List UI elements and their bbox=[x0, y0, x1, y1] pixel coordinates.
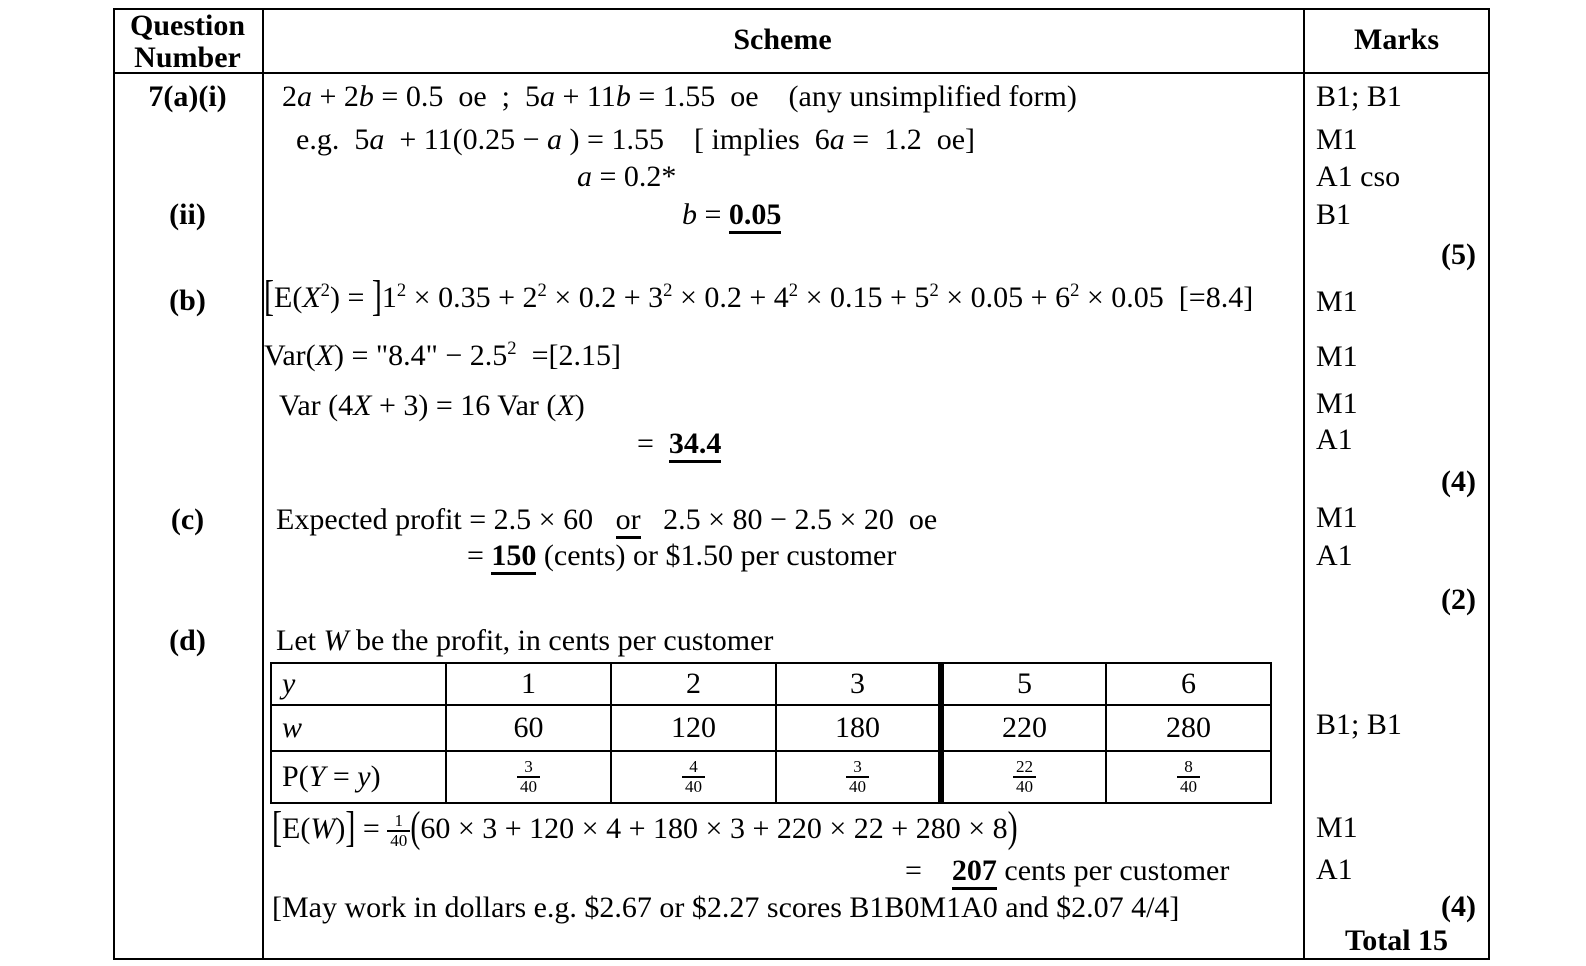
header-question-number-line2: Number bbox=[134, 41, 241, 74]
mark-d-2: M1 bbox=[1316, 811, 1358, 844]
cell-p-6: $\frac{8}{40}$ bbox=[1106, 751, 1271, 803]
scheme-line-d2: = 207 cents per customer bbox=[905, 852, 1229, 890]
mark-question-total: Total 15 bbox=[1344, 924, 1449, 957]
table-row-w bbox=[271, 705, 1271, 751]
column-divider-question-scheme bbox=[262, 8, 264, 960]
scheme-line-d3: [May work in dollars e.g. $2.67 or $2.27 scores B1B0M1A0 and $2.07 4/4] bbox=[272, 891, 1180, 924]
scheme-line-a1: 2a + 2b = 0.5 oe ; 5a + 11b = 1.55 oe (any unsimplified form) bbox=[282, 80, 1077, 113]
scheme-line-d1: [E(W)] = $\frac{1}{40}$ (60 × 3 + 120 × 4 + 180 × 3 + 220 × 22 + 280 × 8) bbox=[272, 803, 1018, 852]
cell-w-5: 220 bbox=[941, 705, 1106, 751]
scheme-line-d-intro: Let W be the profit, in cents per customer bbox=[276, 624, 774, 657]
cell-y-1: 1 bbox=[446, 663, 611, 705]
probability-table bbox=[270, 662, 1272, 804]
mark-c-total: (2) bbox=[1441, 583, 1476, 616]
mark-b-3: M1 bbox=[1316, 387, 1358, 420]
mark-c-1: M1 bbox=[1316, 501, 1358, 534]
question-label-b: (b) bbox=[169, 284, 206, 317]
question-label-d: (d) bbox=[169, 624, 206, 657]
mark-d-3: A1 bbox=[1316, 853, 1353, 886]
mark-b-2: M1 bbox=[1316, 340, 1358, 373]
header-question-number-line1: Question bbox=[129, 9, 246, 42]
mark-b-4: A1 bbox=[1316, 423, 1353, 456]
mark-d-1: B1; B1 bbox=[1316, 708, 1402, 741]
mark-a-1: B1; B1 bbox=[1316, 80, 1402, 113]
cell-p-label: P(Y = y) bbox=[271, 751, 446, 803]
cell-p-2: $\frac{4}{40}$ bbox=[611, 751, 776, 803]
cell-y-6: 6 bbox=[1106, 663, 1271, 705]
cell-w-3: 180 bbox=[776, 705, 941, 751]
scheme-line-aii: b = 0.05 bbox=[682, 196, 781, 234]
cell-w-6: 280 bbox=[1106, 705, 1271, 751]
mark-c-2: A1 bbox=[1316, 539, 1353, 572]
question-label-7ai: 7(a)(i) bbox=[148, 80, 227, 113]
mark-b-total: (4) bbox=[1441, 465, 1476, 498]
cell-p-5: $\frac{22}{40}$ bbox=[941, 751, 1106, 803]
cell-p-3: $\frac{3}{40}$ bbox=[776, 751, 941, 803]
mark-d-total: (4) bbox=[1441, 890, 1476, 923]
scheme-line-b1: $[E(X^2) = ]1^2 \times 0.35 + 2^2 \times 0.2 + 3^2 \times 0.2 + 4^2 \times 0.15 + 5^2 \times 0.05 + 6^2 \times 0.05$ [=8.4] bbox=[264, 272, 1254, 321]
scheme-line-b4: = 34.4 bbox=[637, 425, 721, 463]
table-row-y bbox=[271, 663, 1271, 705]
header-marks: Marks bbox=[1354, 23, 1439, 56]
cell-y-3: 3 bbox=[776, 663, 941, 705]
scheme-line-c2: = 150 (cents) or $1.50 per customer bbox=[467, 537, 896, 575]
cell-p-1: $\frac{3}{40}$ bbox=[446, 751, 611, 803]
header-scheme: Scheme bbox=[733, 23, 832, 56]
mark-a-4: B1 bbox=[1316, 198, 1352, 231]
table-row-p bbox=[271, 751, 1271, 803]
scheme-line-b3: Var (4X + 3) = 16 Var (X) bbox=[279, 389, 585, 422]
cell-y-2: 2 bbox=[611, 663, 776, 705]
cell-w-1: 60 bbox=[446, 705, 611, 751]
mark-b-1: M1 bbox=[1316, 285, 1358, 318]
mark-a-total: (5) bbox=[1441, 238, 1476, 271]
mark-a-2: M1 bbox=[1316, 123, 1358, 156]
cell-w-2: 120 bbox=[611, 705, 776, 751]
scheme-line-c1: Expected profit = 2.5 × 60 or 2.5 × 80 − 2.5 × 20 oe bbox=[276, 501, 937, 539]
scheme-line-b2: Var(X) = "8.4" − $2.5^2 =[2.15]$ bbox=[264, 338, 621, 372]
question-label-ii: (ii) bbox=[169, 198, 206, 231]
cell-y-label: y bbox=[271, 663, 446, 705]
cell-y-5: 5 bbox=[941, 663, 1106, 705]
cell-w-label: w bbox=[271, 705, 446, 751]
mark-a-3: A1 cso bbox=[1316, 160, 1401, 193]
scheme-line-a2: e.g. 5a + 11(0.25 − a ) = 1.55 [ implies 6a = 1.2 oe] bbox=[296, 123, 976, 156]
header-row-divider bbox=[113, 72, 1490, 74]
question-label-c: (c) bbox=[170, 503, 205, 536]
scheme-line-a3: a = 0.2* bbox=[577, 160, 677, 193]
